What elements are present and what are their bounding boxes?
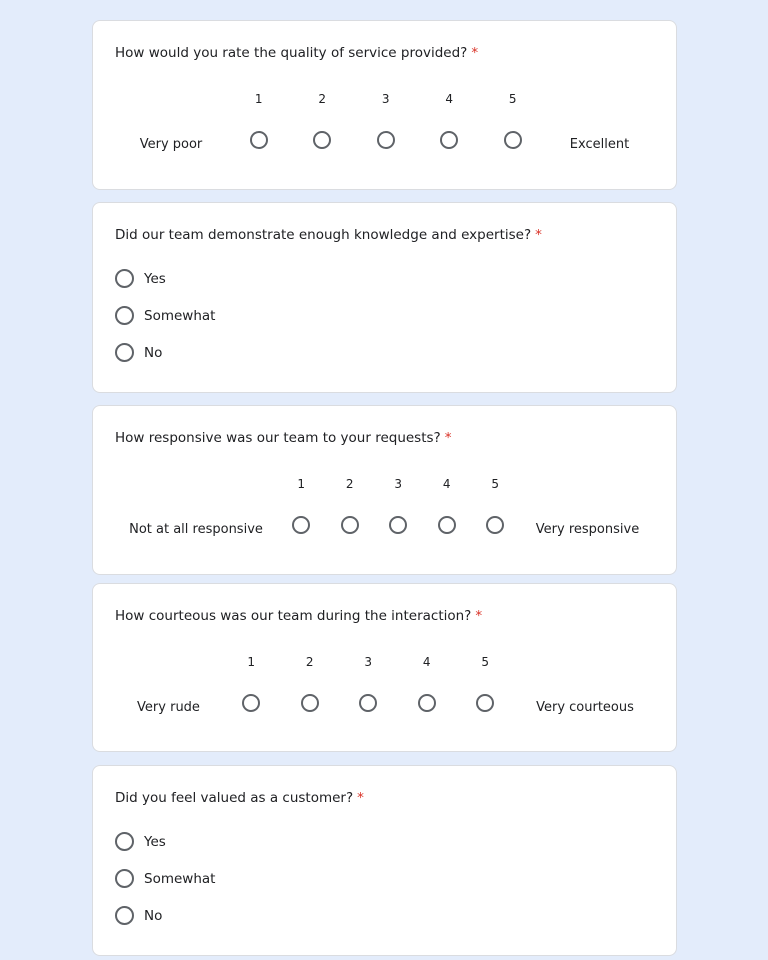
question-text: How courteous was our team during the interaction?	[115, 608, 472, 624]
scale-option[interactable]	[222, 652, 281, 715]
radio-button[interactable]	[377, 131, 395, 149]
question-title	[115, 45, 478, 61]
scale-option[interactable]	[277, 474, 326, 537]
radio-button[interactable]	[486, 516, 504, 534]
scale-option[interactable]	[291, 89, 355, 152]
radio-button[interactable]	[418, 694, 436, 712]
choice-option[interactable]	[115, 343, 162, 362]
question-card	[92, 405, 677, 575]
required-asterisk: *	[535, 227, 542, 243]
scale-low-label: Very rude	[137, 700, 200, 715]
option-label: Yes	[144, 833, 166, 850]
scale-option[interactable]	[471, 474, 520, 537]
scale-option[interactable]	[418, 89, 482, 152]
radio-button[interactable]	[313, 131, 331, 149]
question-text: Did you feel valued as a customer?	[115, 790, 354, 806]
required-asterisk: *	[475, 608, 483, 624]
option-label: Somewhat	[144, 870, 216, 887]
scale-high-label: Very courteous	[536, 700, 634, 715]
linear-scale	[115, 89, 655, 152]
scale-number: 3	[381, 92, 390, 106]
radio-button[interactable]	[341, 516, 359, 534]
scale-option[interactable]	[339, 652, 398, 715]
question-title	[115, 227, 542, 243]
question-title	[115, 790, 364, 806]
question-card	[92, 202, 677, 393]
scale-option[interactable]	[398, 652, 457, 715]
option-label: No	[144, 907, 163, 924]
question-title	[115, 430, 451, 446]
scale-number: 3	[394, 477, 403, 491]
question-title	[115, 608, 482, 624]
scale-option[interactable]	[374, 474, 423, 537]
question-text: Did our team demonstrate enough knowledge and expertise?	[115, 227, 532, 243]
radio-button[interactable]	[438, 516, 456, 534]
radio-button[interactable]	[292, 516, 310, 534]
radio-button[interactable]	[476, 694, 494, 712]
radio-button[interactable]	[242, 694, 260, 712]
scale-high-label: Very responsive	[535, 522, 640, 537]
question-card	[92, 20, 677, 190]
scale-number: 1	[254, 92, 263, 106]
radio-button[interactable]	[115, 343, 134, 362]
scale-number: 5	[491, 477, 500, 491]
linear-scale	[115, 652, 656, 715]
option-label: No	[144, 344, 163, 361]
scale-number: 5	[508, 92, 517, 106]
linear-scale	[115, 474, 656, 537]
question-text: How would you rate the quality of service provided?	[115, 45, 468, 61]
radio-button[interactable]	[504, 131, 522, 149]
scale-option[interactable]	[326, 474, 375, 537]
scale-low-label: Very poor	[139, 137, 203, 152]
scale-option[interactable]	[227, 89, 291, 152]
scale-number: 2	[345, 477, 354, 491]
scale-number: 1	[247, 655, 256, 669]
choice-option[interactable]	[115, 832, 166, 851]
scale-number: 1	[297, 477, 306, 491]
scale-option[interactable]	[354, 89, 418, 152]
radio-button[interactable]	[250, 131, 268, 149]
option-label: Yes	[144, 270, 166, 287]
option-label: Somewhat	[144, 307, 216, 324]
scale-high-label: Excellent	[569, 137, 630, 152]
radio-button[interactable]	[115, 832, 134, 851]
choice-option[interactable]	[115, 269, 166, 288]
radio-button[interactable]	[115, 306, 134, 325]
scale-option[interactable]	[423, 474, 472, 537]
scale-number: 5	[481, 655, 490, 669]
scale-number: 4	[445, 92, 454, 106]
required-asterisk: *	[471, 45, 479, 61]
radio-button[interactable]	[115, 869, 134, 888]
radio-button[interactable]	[359, 694, 377, 712]
radio-button[interactable]	[115, 269, 134, 288]
scale-number: 4	[422, 655, 431, 669]
question-text: How responsive was our team to your requests?	[115, 430, 441, 446]
scale-number: 2	[305, 655, 314, 669]
required-asterisk: *	[444, 430, 452, 446]
question-card	[92, 765, 677, 956]
scale-option[interactable]	[456, 652, 515, 715]
required-asterisk: *	[357, 790, 364, 806]
choice-option[interactable]	[115, 869, 215, 888]
scale-option[interactable]	[481, 89, 545, 152]
radio-button[interactable]	[301, 694, 319, 712]
scale-option[interactable]	[281, 652, 340, 715]
choice-option[interactable]	[115, 306, 215, 325]
scale-number: 4	[442, 477, 451, 491]
scale-number: 2	[318, 92, 327, 106]
choice-option[interactable]	[115, 906, 162, 925]
radio-button[interactable]	[389, 516, 407, 534]
scale-number: 3	[364, 655, 373, 669]
scale-low-label: Not at all responsive	[129, 522, 263, 537]
radio-button[interactable]	[440, 131, 458, 149]
question-card	[92, 583, 677, 752]
radio-button[interactable]	[115, 906, 134, 925]
